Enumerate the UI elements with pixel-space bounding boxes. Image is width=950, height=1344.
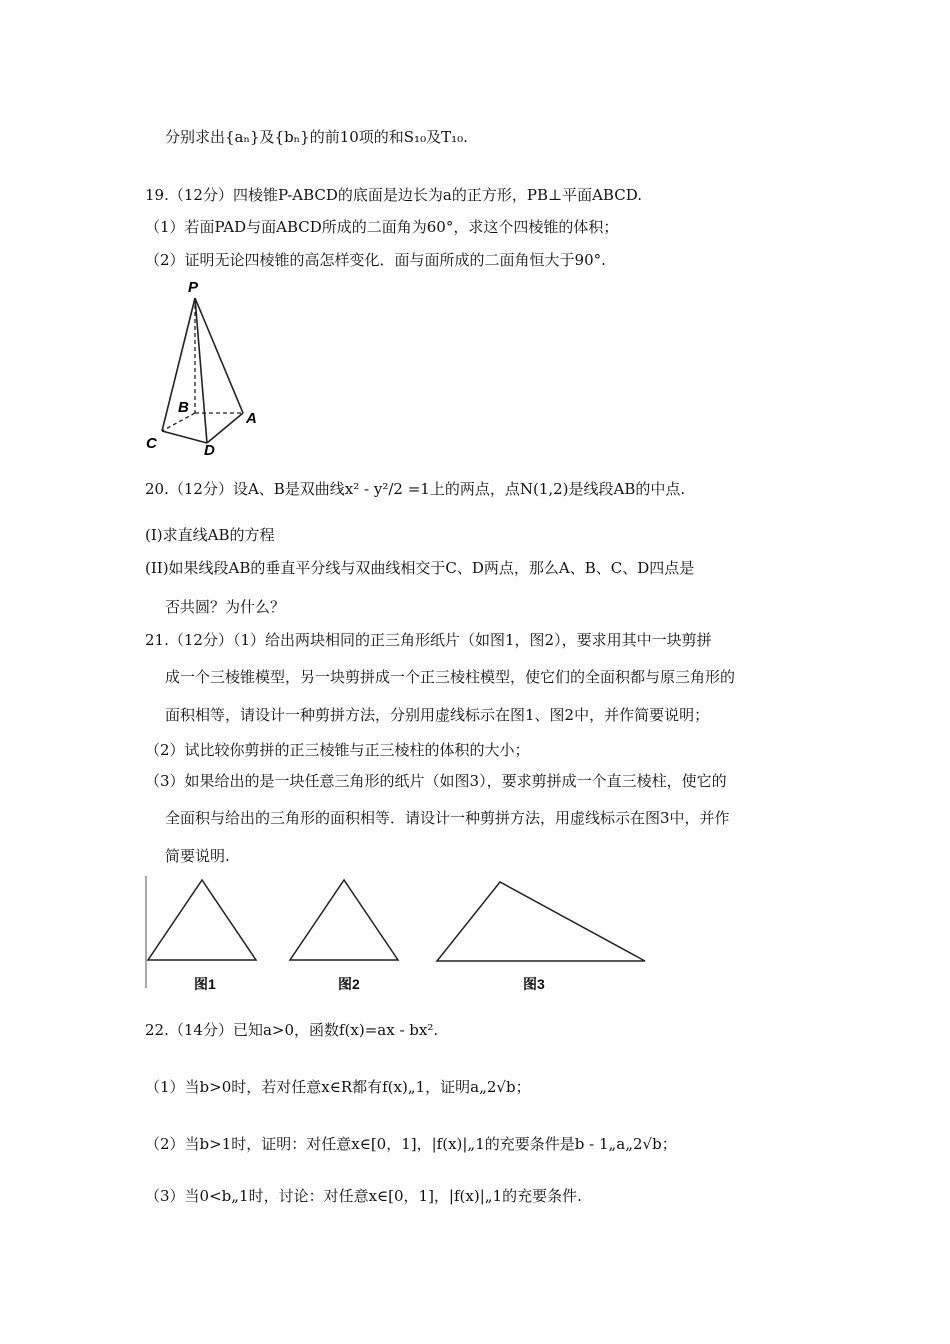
edge-pa xyxy=(195,298,243,413)
text-line: 分别求出{aₙ}及{bₙ}的前10项的和S₁₀及T₁₀. xyxy=(165,128,468,146)
problem-20-part-2: (II)如果线段AB的垂直平分线与双曲线相交于C、D两点，那么A、B、C、D四点是 xyxy=(145,559,695,577)
triangle-figure-3 xyxy=(437,882,645,961)
figure-label-2: 图2 xyxy=(338,976,360,992)
vertex-label-c: C xyxy=(146,435,157,452)
problem-19-part-2: （2）证明无论四棱锥的高怎样变化．面与面所成的二面角恒大于90°. xyxy=(145,251,606,269)
problem-20-part-1: (I)求直线AB的方程 xyxy=(145,526,275,544)
problem-21-heading: 21.（12分）（1）给出两块相同的正三角形纸片（如图1，图2），要求用其中一块剪拼 xyxy=(145,631,712,649)
edge-cd xyxy=(162,431,207,443)
edge-da xyxy=(207,413,243,443)
triangle-figure-1 xyxy=(148,880,256,960)
problem-21-part-2: （2）试比较你剪拼的正三棱锥与正三棱柱的体积的大小； xyxy=(145,741,530,759)
problem-20-part-2-cont: 否共圆？为什么？ xyxy=(165,598,286,616)
vertex-label-p: P xyxy=(188,279,199,296)
figure-label-1: 图1 xyxy=(194,976,216,992)
problem-22-heading: 22.（14分）已知a>0，函数f(x)=ax - bx². xyxy=(145,1021,439,1039)
text-line: 面积相等，请设计一种剪拼方法，分别用虚线标示在图1、图2中，并作简要说明； xyxy=(165,706,710,724)
triangle-figure-2 xyxy=(290,880,398,960)
text-line: 全面积与给出的三角形的面积相等．请设计一种剪拼方法，用虚线标示在图3中，并作 xyxy=(165,809,730,827)
text-line: 简要说明. xyxy=(165,847,230,865)
text-line: 成一个三棱锥模型，另一块剪拼成一个正三棱柱模型，使它们的全面积都与原三角形的 xyxy=(165,668,736,686)
vertex-label-a: A xyxy=(246,410,257,427)
problem-22-part-2: （2）当b>1时，证明：对任意x∈[0，1]，|f(x)|„1的充要条件是b - 1„a„2√b； xyxy=(145,1135,677,1153)
vertex-label-d: D xyxy=(204,442,215,459)
problem-19-heading: 19.（12分）四棱锥P-ABCD的底面是边长为a的正方形，PB⊥平面ABCD. xyxy=(145,186,642,204)
edge-pd xyxy=(195,298,207,443)
vertex-label-b: B xyxy=(178,399,189,416)
pyramid-figure xyxy=(140,278,270,458)
figure-label-3: 图3 xyxy=(523,976,545,992)
problem-19-part-1: （1）若面PAD与面ABCD所成的二面角为60°，求这个四棱锥的体积； xyxy=(145,218,619,236)
triangle-figures xyxy=(140,872,660,992)
problem-22-part-3: （3）当0<b„1时，讨论：对任意x∈[0，1]，|f(x)|„1的充要条件. xyxy=(145,1187,582,1205)
problem-22-part-1: （1）当b>0时，若对任意x∈R都有f(x)„1，证明a„2√b； xyxy=(145,1078,531,1096)
problem-20-heading: 20.（12分）设A、B是双曲线x² - y²/2 =1上的两点，点N(1,2)是线段AB的中点. xyxy=(145,480,686,498)
problem-21-part-3: （3）如果给出的是一块任意三角形的纸片（如图3），要求剪拼成一个直三棱柱，使它的 xyxy=(145,772,727,790)
